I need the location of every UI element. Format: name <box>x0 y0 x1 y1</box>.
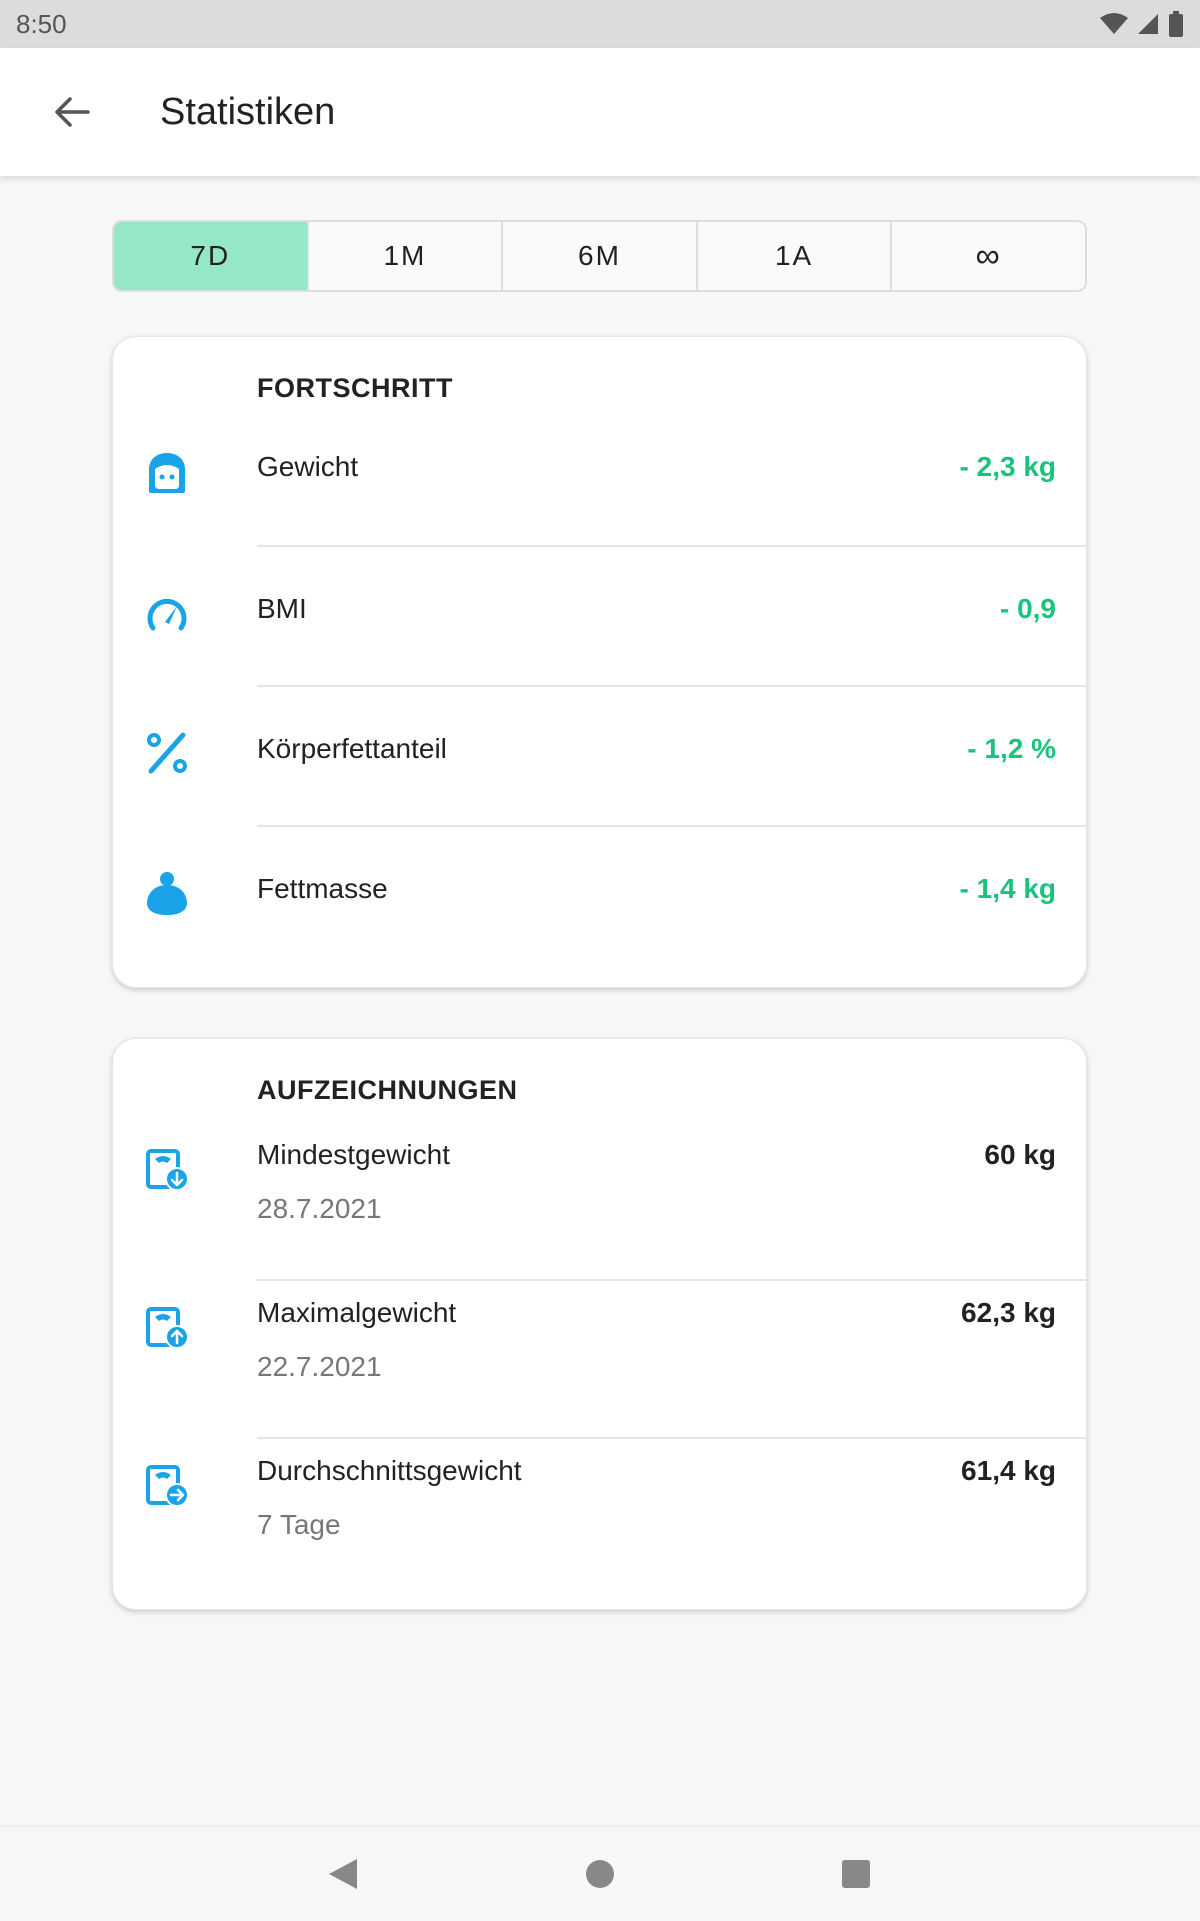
record-value: 61,4 kg <box>961 1455 1056 1486</box>
progress-label: Gewicht <box>257 451 359 482</box>
wifi-icon <box>1100 12 1128 36</box>
progress-value: - 2,3 kg <box>959 451 1056 482</box>
speedometer-icon <box>145 592 189 636</box>
period-tab-1m[interactable]: 1M <box>309 222 504 290</box>
progress-card <box>112 336 1087 988</box>
divider <box>257 1437 1086 1439</box>
progress-label: Fettmasse <box>257 873 388 904</box>
records-row-min <box>113 1139 1088 1259</box>
progress-label: BMI <box>257 593 307 624</box>
scale-up-icon <box>145 1305 189 1349</box>
period-tab-6m[interactable]: 6M <box>503 222 698 290</box>
square-recents-icon <box>841 1859 871 1889</box>
triangle-back-icon <box>327 1857 359 1891</box>
nav-home-button[interactable] <box>575 1849 625 1899</box>
records-row-max <box>113 1297 1088 1417</box>
record-label: Maximalgewicht <box>257 1297 457 1328</box>
divider <box>257 825 1086 827</box>
progress-row-fatmass <box>113 847 1088 943</box>
status-bar <box>0 0 1200 48</box>
divider <box>257 545 1086 547</box>
scale-average-icon <box>145 1463 189 1507</box>
progress-row-weight <box>113 427 1088 523</box>
circle-home-icon <box>584 1858 616 1890</box>
progress-card-title: FORTSCHRITT <box>257 373 453 403</box>
back-button[interactable] <box>48 88 96 136</box>
nav-back-button[interactable] <box>318 1849 368 1899</box>
records-card <box>112 1038 1087 1610</box>
progress-row-bmi <box>113 567 1088 663</box>
progress-value: - 0,9 <box>999 593 1056 624</box>
progress-value: - 1,2 % <box>967 733 1056 764</box>
record-value: 60 kg <box>984 1139 1056 1170</box>
progress-row-bodyfat <box>113 707 1088 803</box>
status-icons <box>1100 11 1184 37</box>
page-title: Statistiken <box>160 91 336 133</box>
app-bar <box>0 48 1200 176</box>
divider <box>257 1279 1086 1281</box>
progress-label: Körperfettanteil <box>257 733 447 764</box>
period-tab-1a[interactable]: 1A <box>698 222 893 290</box>
face-icon <box>145 451 189 495</box>
navigation-bar <box>0 1826 1200 1921</box>
status-time: 8:50 <box>16 8 67 39</box>
period-tab-7d[interactable]: 7D <box>114 222 309 290</box>
percent-icon <box>145 731 189 775</box>
record-label: Mindestgewicht <box>257 1139 450 1170</box>
record-value: 62,3 kg <box>961 1297 1056 1328</box>
battery-icon <box>1168 11 1184 37</box>
record-date: 22.7.2021 <box>257 1351 382 1382</box>
period-tab-all[interactable]: ∞ <box>975 236 1002 275</box>
period-selector <box>112 220 1087 292</box>
record-period: 7 Tage <box>257 1509 341 1540</box>
divider <box>257 685 1086 687</box>
record-label: Durchschnittsgewicht <box>257 1455 522 1486</box>
records-card-title: AUFZEICHNUNGEN <box>257 1075 518 1105</box>
nav-recents-button[interactable] <box>831 1849 881 1899</box>
record-date: 28.7.2021 <box>257 1193 382 1224</box>
arrow-back-icon <box>54 96 90 128</box>
scale-down-icon <box>145 1147 189 1191</box>
signal-icon <box>1136 12 1160 36</box>
records-row-average <box>113 1455 1088 1575</box>
body-icon <box>145 871 189 915</box>
progress-value: - 1,4 kg <box>959 873 1056 904</box>
